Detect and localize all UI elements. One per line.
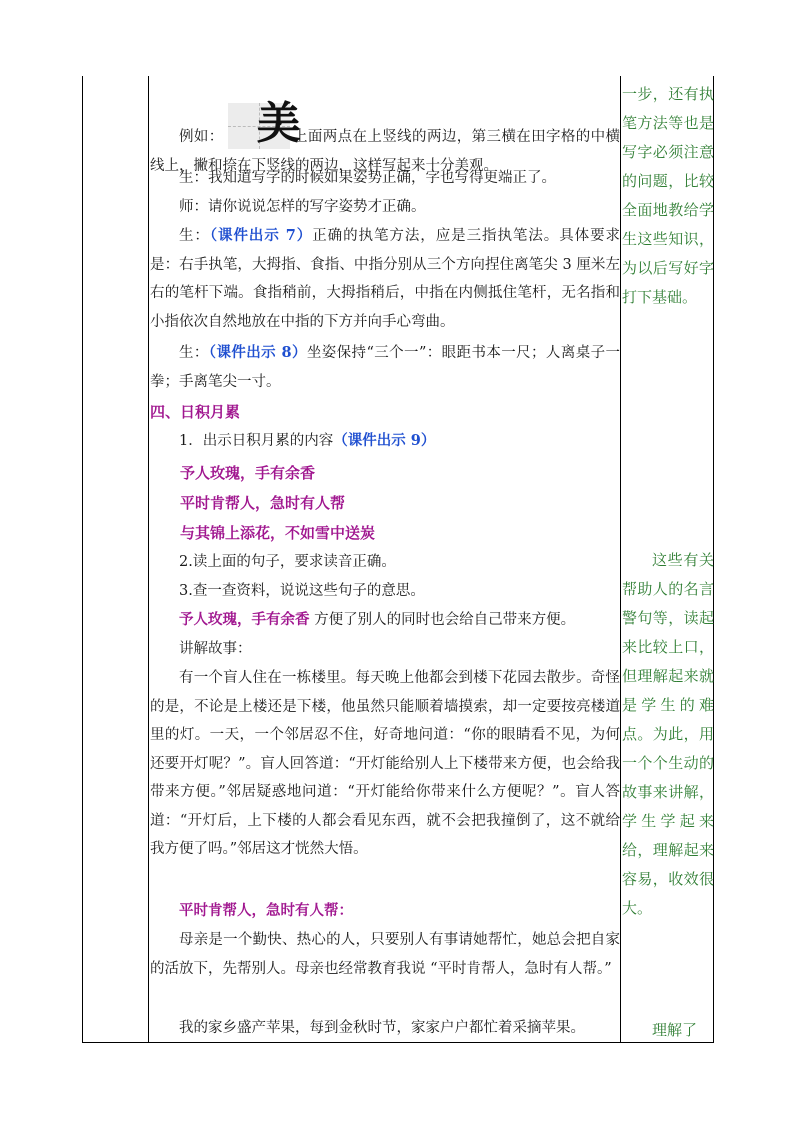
hometown-paragraph: 我的家乡盛产苹果，每到金秋时节，家家户户都忙着采摘苹果。	[179, 1020, 585, 1036]
saying-3: 与其锦上添花，不如雪中送炭	[180, 524, 376, 542]
mother-paragraph: 母亲是一个勤快、热心的人，只要别人有事请她帮忙，她总会把自家的活放下，先帮别人。母亲也经常教育我说 “平时肯帮人，急时有人帮。”	[150, 932, 620, 977]
grip-paragraph	[150, 222, 620, 336]
column-divider-2	[620, 76, 621, 1043]
story-intro: 讲解故事：	[179, 641, 252, 657]
meaning-2-heading: 平时肯帮人，急时有人帮：	[179, 902, 353, 919]
step-2: 2.读上面的句子，要求读音正确。	[179, 554, 396, 570]
table-border-left	[82, 76, 83, 1043]
step-3: 3.查一查资料，说说这些句子的意思。	[179, 583, 425, 599]
saying-2: 平时肯帮人，急时有人帮	[180, 494, 346, 512]
grip-text: 正确的执笔方法，应是三指执笔法。具体要求是：右手执笔，大拇指、食指、中指分别从三个方向捏住离笔尖 3 厘米左右的笔杆下端。食指稍前，大拇指稍后，中指在内侧抵住笔杆，无名指和小指依次自然地放在中指的下方并向手心弯曲。	[150, 228, 621, 330]
column-divider-1	[148, 76, 149, 1043]
posture-text: 坐姿保持“三个一”：眼距书本一尺；人离桌子一拳；手离笔尖一寸。	[150, 345, 621, 390]
section-heading: 四、日积月累	[150, 403, 241, 421]
courseware-tag-7: （课件出示 7）	[209, 227, 313, 244]
tian-grid-char: 美	[256, 98, 301, 149]
meaning-1-saying: 予人玫瑰，手有余香	[179, 611, 310, 628]
saying-1: 予人玫瑰，手有余香	[180, 464, 316, 482]
side-note-3: 理解了	[652, 1021, 698, 1039]
courseware-tag-9: （课件出示 9）	[333, 432, 436, 449]
posture-paragraph	[150, 339, 620, 396]
posture-speaker: 生：	[179, 345, 209, 361]
meaning-1	[150, 606, 620, 635]
example-text: 上面两点在上竖线的两边，第三横在田字格的中横线上，撇和捺在下竖线的两边，这样写起来十分美观。	[150, 129, 620, 174]
step-1-text: 1．出示日积月累的内容	[179, 433, 334, 449]
side-note-1: 一步，还有执笔方法等也是写字必须注意的问题，比较全面地教给学生这些知识，为以后写好字打下基础。	[622, 85, 714, 306]
story-paragraph: 有一个盲人住在一栋楼里。每天晚上他都会到楼下花园去散步。奇怪的是，不论是上楼还是下楼，他虽然只能顺着墙摸索，却一定要按亮楼道里的灯。一天，一个邻居忍不住，好奇地问道：“你的眼睛看不见，为何还要开灯呢？”。盲人回答道：“开灯能给别人上下楼带来方便，也会给我带来方便。”邻居疑惑地问道：“开灯能给你带来什么方便呢？”。盲人答道：“开灯后，上下楼的人都会看见东西，就不会把我撞倒了，这不就给我方便了吗。”邻居这才恍然大悟。	[150, 670, 620, 857]
example-prefix: 例如：	[179, 129, 224, 145]
side-note-2: 这些有关帮助人的名言警句等，读起来比较上口，但理解起来就是学生的难点。为此，用一个个生动的故事来讲解，学生学起来给，理解起来容易，收效很大。	[622, 551, 714, 917]
lesson-table	[82, 76, 714, 1043]
step-1	[150, 427, 620, 456]
meaning-1-text: 方便了别人的同时也会给自己带来方便。	[314, 612, 576, 628]
tian-grid-char-image	[228, 98, 301, 149]
grip-speaker: 生：	[179, 228, 210, 244]
teacher-paragraph: 师：请你说说怎样的写字姿势才正确。	[179, 199, 426, 215]
courseware-tag-8: （课件出示 8）	[208, 344, 307, 361]
student-paragraph-1: 生：我知道写字的时候如果姿势正确，字也写得更端正了。	[179, 170, 556, 186]
